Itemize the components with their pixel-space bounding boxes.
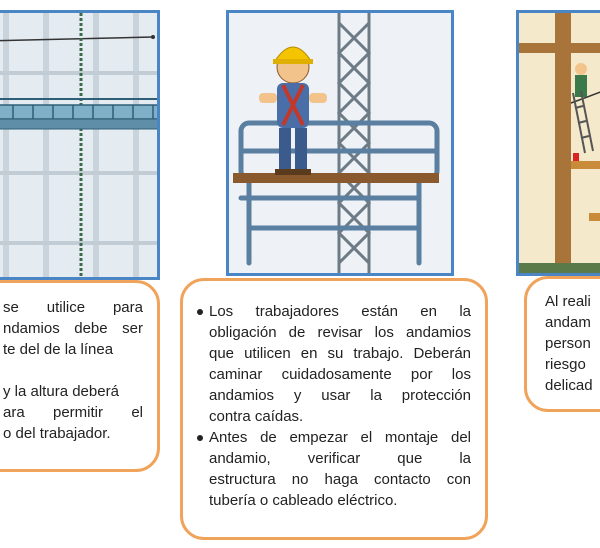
bullet-line: andamio, verificar que la <box>209 450 471 467</box>
scaffold-building-drawing <box>0 13 160 280</box>
illustration-pole-worker <box>516 10 600 276</box>
text-bubble-right <box>524 276 600 412</box>
bullet-line: obligación de revisar los andamios <box>209 324 471 341</box>
right-text-line: riesgo <box>545 356 586 373</box>
left-text-line: y la altura deberá <box>3 383 119 400</box>
bullet-item <box>209 427 471 511</box>
bullet-list <box>197 301 471 511</box>
left-text-line: se utilice para <box>3 299 143 316</box>
left-text-line: ara permitir el <box>3 404 143 421</box>
right-text-line: Al reali <box>545 293 591 310</box>
bullet-line: estructura no haga contacto con <box>209 471 471 488</box>
left-text-line <box>3 360 143 381</box>
pole-worker-drawing <box>519 13 600 273</box>
text-bubble-left <box>0 280 160 472</box>
left-text-line: ndamios debe ser <box>3 320 143 337</box>
bullet-line: tubería o cableado eléctrico. <box>209 492 398 509</box>
text-bubble-center <box>180 278 488 540</box>
bullet-line: Antes de empezar el montaje del <box>209 429 471 446</box>
worker-scaffold-drawing <box>229 13 451 273</box>
bullet-line: contra caídas. <box>209 408 304 425</box>
right-text-line: andam <box>545 314 591 331</box>
bullet-line: andamios y usar la protección <box>209 387 471 404</box>
bullet-item <box>209 301 471 427</box>
illustration-worker-on-scaffold <box>226 10 454 276</box>
right-text-line: delicad <box>545 377 593 394</box>
left-text-line: o del trabajador. <box>3 425 111 442</box>
illustration-scaffold-building <box>0 10 160 280</box>
bullet-line: que utilicen en su trabajo. Deberán <box>209 345 471 362</box>
bullet-line: caminar cuidadosamente por los <box>209 366 471 383</box>
right-text-line: person <box>545 335 591 352</box>
bullet-line: Los trabajadores están en la <box>209 303 471 320</box>
left-text-line: te del de la línea <box>3 341 114 358</box>
